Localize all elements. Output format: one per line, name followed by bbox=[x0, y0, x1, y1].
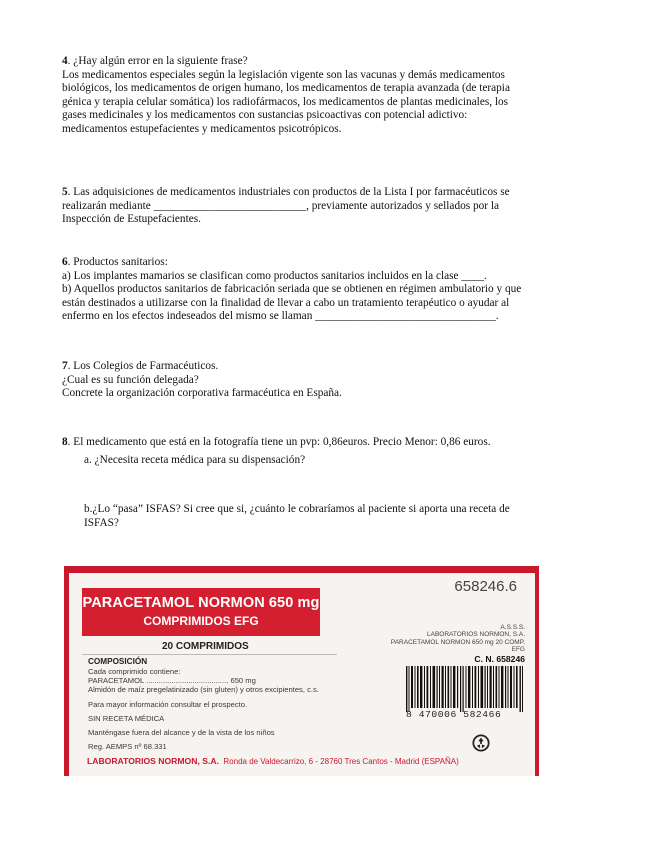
composition-title: COMPOSICIÓN bbox=[88, 657, 148, 666]
question-4 bbox=[62, 55, 580, 137]
more-info-text: Para mayor información consultar el prospecto. bbox=[88, 700, 248, 709]
question-6-number: 6 bbox=[62, 256, 68, 268]
barcode-digits: 8 470006 582466 bbox=[406, 709, 502, 720]
lab-small-label: LABORATORIOS NORMON, S.A. bbox=[427, 631, 525, 639]
recycle-icon bbox=[472, 734, 490, 752]
question-4-text-line: biológicos, los medicamentos de origen humano, los medicamentos de terapia avanzada (de terapia bbox=[62, 82, 510, 95]
composition-line: Almidón de maíz pregelatinizado (sin gluten) y otros excipientes, c.s. bbox=[88, 685, 319, 694]
national-code: C. N. 658246 bbox=[474, 653, 525, 664]
brand-subtitle: COMPRIMIDOS EFG bbox=[143, 614, 259, 628]
question-8-part-b: b.¿Lo “pasa” ISFAS? Si cree que si, ¿cuánto le cobraríamos al paciente si aporta una receta de bbox=[84, 503, 510, 516]
package-code: 658246.6 bbox=[454, 578, 517, 595]
question-4-text-line: génica y terapia celular somática) los radiofármacos, los medicamentos de plantas medicinales, los bbox=[62, 95, 509, 108]
question-6-text-line: b) Aquellos productos sanitarios de fabricación seriada que se obtienen en régimen ambulatorio y que bbox=[62, 283, 522, 296]
question-7-text-line: ¿Cual es su función delegada? bbox=[62, 373, 199, 386]
brand-banner bbox=[82, 588, 320, 636]
question-6-text-line: a) Los implantes mamarios se clasifican como productos sanitarios incluidos en la clase ____. bbox=[62, 269, 487, 282]
barcode bbox=[404, 666, 528, 712]
question-7-text-line: Concrete la organización corporativa farmacéutica en España. bbox=[62, 387, 342, 400]
footer-lab-name: LABORATORIOS NORMON, S.A. bbox=[87, 756, 219, 766]
composition-line: Cada comprimido contiene: bbox=[88, 667, 181, 676]
question-5-text-line: 5. Las adquisiciones de medicamentos industriales con productos de la Lista I por farmacéuticos se bbox=[62, 186, 510, 198]
question-8-number: 8 bbox=[62, 436, 68, 448]
question-8 bbox=[62, 436, 580, 530]
prescription-status: SIN RECETA MÉDICA bbox=[88, 714, 165, 723]
registration-number: Reg. AEMPS nº 68.331 bbox=[88, 742, 167, 751]
question-6 bbox=[62, 256, 580, 324]
package-top-edge bbox=[64, 566, 539, 573]
footer-address: LABORATORIOS NORMON, S.A. Ronda de Valdecarrizo, 6 - 28760 Tres Cantos - Madrid (ESPAÑA) bbox=[87, 756, 459, 766]
asss-label: A.S.S.S. bbox=[500, 624, 525, 631]
question-5-number: 5 bbox=[62, 186, 68, 198]
question-4-text-line: Los medicamentos especiales según la legislación vigente son las vacunas y demás medicamentos bbox=[62, 68, 505, 81]
question-4-number: 4 bbox=[62, 55, 68, 67]
question-5-text-line: Inspección de Estupefacientes. bbox=[62, 213, 201, 226]
product-small-label: PARACETAMOL NORMON 650 mg 20 COMP. EFG bbox=[390, 638, 525, 654]
question-6-heading: 6. Productos sanitarios: bbox=[62, 256, 168, 268]
question-5 bbox=[62, 186, 580, 227]
question-8-heading: 8. El medicamento que está en la fotografía tiene un pvp: 0,86euros. Precio Menor: 0,86 euros. bbox=[62, 436, 491, 448]
brand-name: PARACETAMOL NORMON 650 mg bbox=[82, 595, 320, 611]
right-info-block bbox=[390, 624, 525, 664]
question-7-heading: 7. Los Colegios de Farmacéuticos. bbox=[62, 360, 219, 372]
question-4-heading: 4. ¿Hay algún error en la siguiente frase? bbox=[62, 55, 248, 67]
question-4-text-line: gases medicinales y los medicamentos con sustancias psicoactivas con potencial adictivo: bbox=[62, 109, 468, 122]
question-8-part-b-cont: ISFAS? bbox=[84, 516, 119, 529]
question-5-text-line: realizarán mediante ___________________________, previamente autorizados y sellados por la bbox=[62, 199, 500, 212]
package-right-edge bbox=[535, 566, 539, 776]
question-7-number: 7 bbox=[62, 360, 68, 372]
keep-away-warning: Manténgase fuera del alcance y de la vista de los niños bbox=[88, 728, 275, 737]
question-7 bbox=[62, 360, 580, 401]
composition-line: PARACETAMOL ....................................... 650 mg bbox=[88, 676, 256, 685]
package-left-edge bbox=[64, 566, 69, 776]
units-count: 20 COMPRIMIDOS bbox=[162, 641, 249, 652]
question-4-text-line: medicamentos estupefacientes y medicamentos psicotrópicos. bbox=[62, 122, 342, 135]
medicine-package-photo bbox=[64, 566, 539, 776]
question-6-text-line: enfermo en los efectos indeseados del mismo se llaman ________________________________. bbox=[62, 310, 499, 323]
question-6-text-line: están destinados a utilizarse con la finalidad de llevar a cabo un tratamiento terapéutico o ayudar al bbox=[62, 296, 510, 309]
question-8-part-a: a. ¿Necesita receta médica para su dispensación? bbox=[84, 453, 306, 466]
divider bbox=[82, 654, 337, 655]
